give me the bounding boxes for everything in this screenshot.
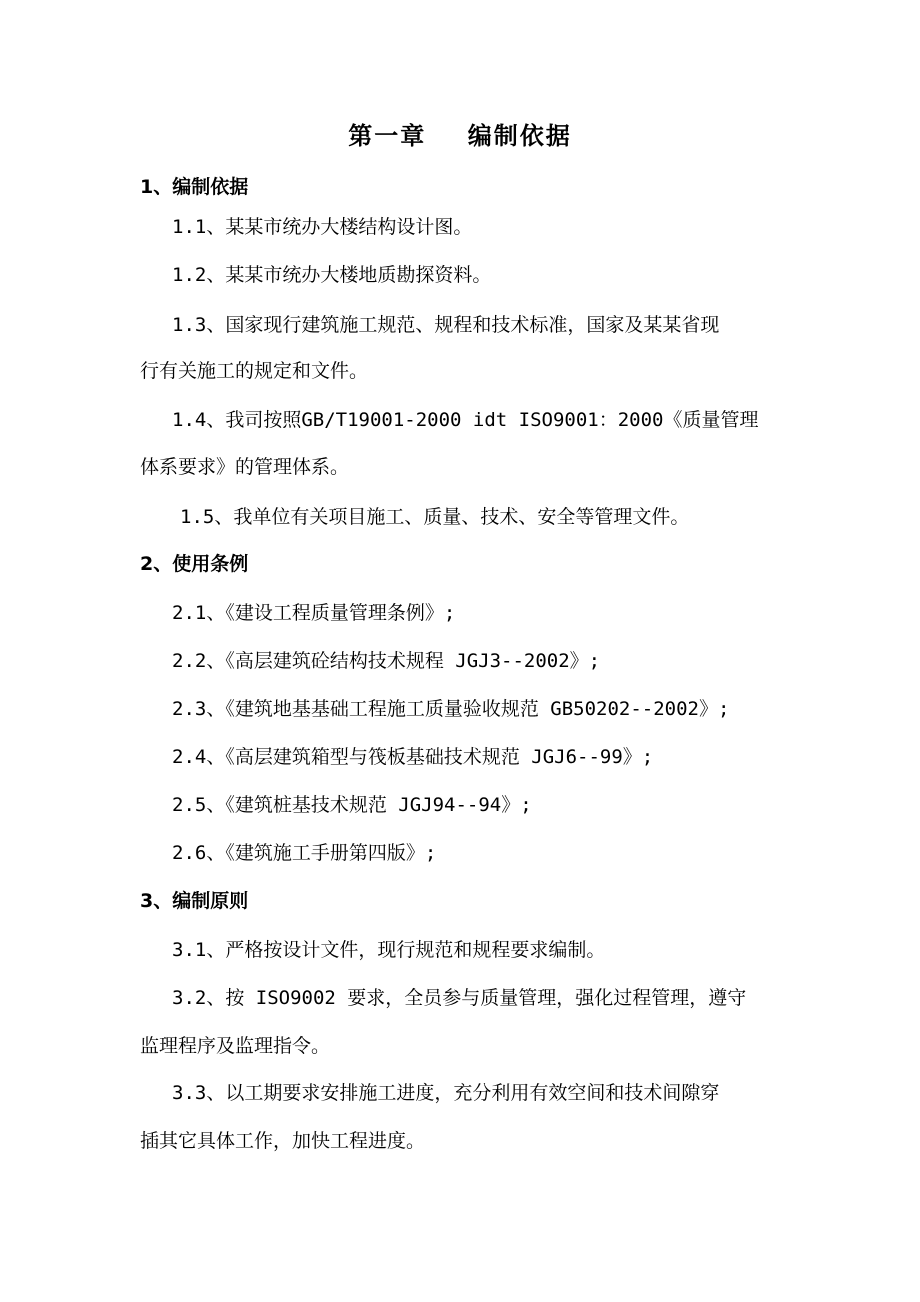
paragraph-line: 体系要求》的管理体系。	[140, 456, 350, 478]
paragraph-line: 1.1、某某市统办大楼结构设计图。	[172, 216, 473, 238]
paragraph-line: 监理程序及监理指令。	[140, 1035, 331, 1057]
paragraph-line: 2.1、《建设工程质量管理条例》;	[172, 602, 456, 624]
paragraph-line: 1.4、我司按照GB/T19001-2000 idt ISO9001：2000《质量管理	[172, 409, 759, 431]
paragraph-line: 2.5、《建筑桩基技术规范 JGJ94--94》;	[172, 794, 532, 816]
paragraph-line: 2.3、《建筑地基基础工程施工质量验收规范 GB50202--2002》;	[172, 698, 730, 720]
paragraph-line: 3.3、以工期要求安排施工进度，充分利用有效空间和技术间隙穿	[172, 1082, 720, 1104]
section-heading: 1、编制依据	[140, 176, 249, 198]
paragraph-line: 2.4、《高层建筑箱型与筏板基础技术规范 JGJ6--99》;	[172, 746, 654, 768]
section-heading: 2、使用条例	[140, 553, 249, 575]
paragraph-line: 1.3、国家现行建筑施工规范、规程和技术标准，国家及某某省现	[172, 314, 720, 336]
section-heading: 3、编制原则	[140, 890, 249, 912]
paragraph-line: 行有关施工的规定和文件。	[140, 360, 369, 382]
chapter-title: 第一章 编制依据	[348, 122, 572, 150]
paragraph-line: 3.2、按 ISO9002 要求，全员参与质量管理，强化过程管理，遵守	[172, 987, 747, 1009]
paragraph-line: 2.6、《建筑施工手册第四版》;	[172, 842, 437, 864]
paragraph-line: 2.2、《高层建筑砼结构技术规程 JGJ3--2002》;	[172, 650, 601, 672]
paragraph-line: 1.5、我单位有关项目施工、质量、技术、安全等管理文件。	[180, 506, 690, 528]
paragraph-line: 3.1、严格按设计文件，现行规范和规程要求编制。	[172, 939, 606, 961]
paragraph-line: 插其它具体工作，加快工程进度。	[140, 1130, 426, 1152]
paragraph-line: 1.2、某某市统办大楼地质勘探资料。	[172, 264, 492, 286]
